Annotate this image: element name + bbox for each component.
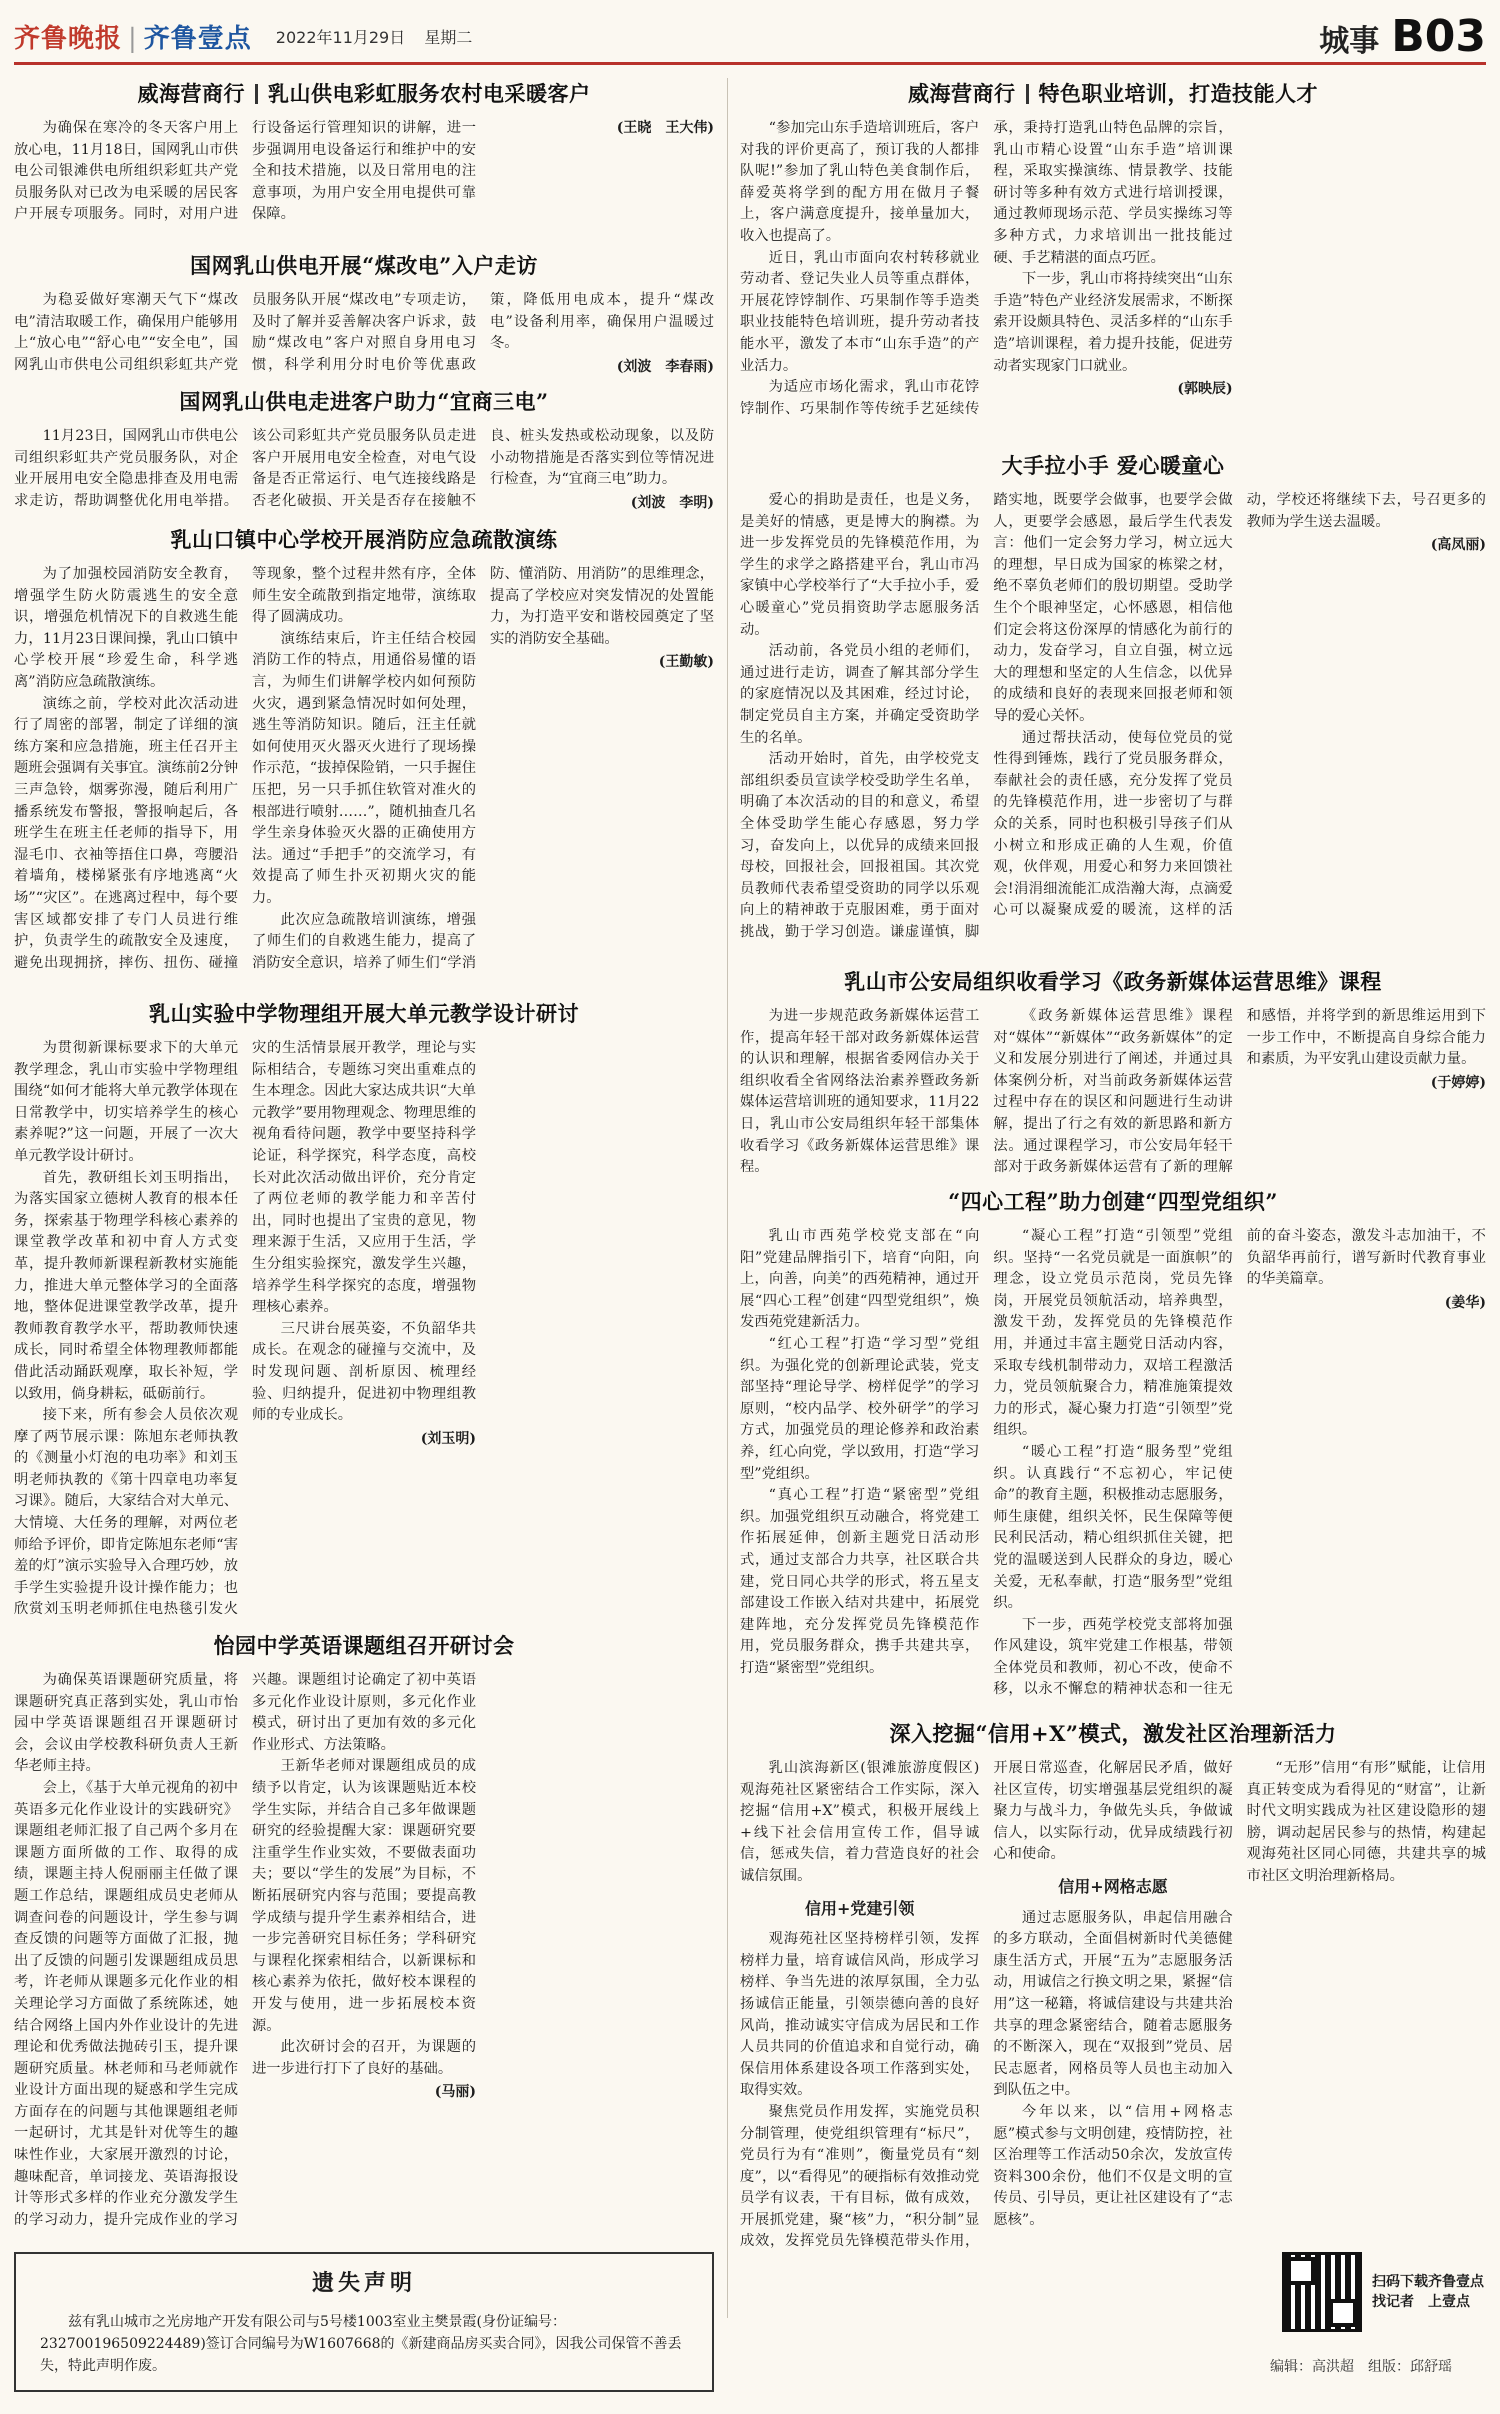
article-charity xyxy=(740,450,1486,960)
article-skill-training xyxy=(740,78,1486,436)
date: 2022年11月29日 xyxy=(275,27,406,47)
paragraph: 聚焦党员作用发挥，实施党员积分制管理，使党组织管理有“标尺”，党员行为有“准则”，衡量党员有“刻度”，以“看得见”的硬指标有效推动党员学有议表，干有目标，做有成效，开展抓党建，聚“核”力，“积分制”显成效，发挥党员先锋模范带头作用，开展日常巡查，化解居民矛盾，做好社区宣传，切实增强基层党组织的凝聚力与战斗力，争做先头兵，争做诚信人，以实际行动，优异成绩践行初心和使命。 xyxy=(740,1760,1233,2250)
qr-caption-line: 扫码下载齐鲁壹点 xyxy=(1372,2274,1484,2290)
paragraph: “凝心工程”打造“引领型”党组织。坚持“一名党员就是一面旗帜”的理念，设立党员示范岗，党员先锋岗，开展党员领航活动，培养典型，激发干劲，发挥党员的先锋模范作用，并通过丰富主题党日活动内容，采取专线机制带动力，双培工程激活力，党员领航聚合力，精准施策提效力的形式，凝心聚力打造“引领型”党组织。 xyxy=(993,1228,1233,1439)
article-body xyxy=(14,1670,714,2242)
paragraph: 乳山市西苑学校党支部在“向阳”党建品牌指引下，培育“向阳，向上，向善，向美”的西苑精神，通过开展“四心工程”创建“四型党组织”，焕发西苑党建新活力。 xyxy=(740,1228,980,1331)
article-credit-x xyxy=(740,1718,1486,2268)
byline: (王勤敏) xyxy=(658,654,714,671)
paragraph: 首先，教研组长刘玉明指出，为落实国家立德树人教育的根本任务，探索基于物理学科核心素养的课堂教学改革和初中育人方式变革，提升教师新课程新教材实施能力，推进大单元整体学习的全面落地，整体促进课堂教学改革，提升教师教育教学水平，帮助教师快速成长，同时希望全体物理教师都能借此活动踊跃观摩，取长补短，学以致用，倘身耕耘，砥砺前行。 xyxy=(14,1169,238,1402)
masthead: 齐鲁晚报 | 齐鲁壹点 xyxy=(14,23,252,54)
byline: (王晓 王大伟) xyxy=(616,120,714,136)
qr-code-icon[interactable] xyxy=(1282,2252,1362,2332)
byline: (姜华) xyxy=(1444,1294,1486,1311)
headline: 乳山实验中学物理组开展大单元教学设计研讨 xyxy=(149,1001,579,1026)
byline: (刘玉明) xyxy=(420,1430,476,1447)
paragraph: 王新华老师对课题组成员的成绩予以肯定，认为该课题贴近本校学生实际，并结合自己多年做课题研究的经验提醒大家：课题研究要注重学生作业实效，不要做表面功夫；要以“学生的发展”为目标，不断拓展研究内容与范围；要提高教学成绩与提升学生素养相结合，进一步完善研究目标任务；学科研究与课程化探索相结合，以新课标和核心素养为依托，做好校本课程的开发与使用，进一步拓展校本资源。 xyxy=(252,1758,476,2034)
headline: 深入挖掘“信用+X”模式，激发社区治理新活力 xyxy=(889,1721,1337,1746)
brand-sub: 齐鲁壹点 xyxy=(143,23,252,54)
paragraph: 今年以来，以“信用+网格志愿”模式参与文明创建，疫情防控，社区治理等工作活动50余次，发放宣传资料300余份，他们不仅是文明的宣传员、引导员，更让社区建设有了“志愿核”。 xyxy=(993,2103,1233,2228)
paragraph: 为确保在寒冷的冬天客户用上放心电，11月18日，国网乳山市供电公司银滩供电所组织彩虹共产党员服务队对已改为电采暖的居民客户开展专项服务。同时，对用户进行设备运行管理知识的讲解，进一步强调用电设备运行和维护中的安全和技术措施，以及日常用电的注意事项，为用户安全用电提供可靠保障。 xyxy=(14,120,476,223)
paragraph: 演练结束后，许主任结合校园消防工作的特点，用通俗易懂的语言，为师生们讲解学校内如何预防火灾，遇到紧急情况时如何处理，逃生等消防知识。随后，汪主任就如何使用灭火器灭火进行了现场操作示范，“拔掉保险销，一只手握住压把，另一只手抓住软管对准火的根部进行喷射……”，随机抽查几名学生亲身体验灭火器的正确使用方法。通过“手把手”的交流学习，有效提高了师生扑灭初期火灾的能力。 xyxy=(252,630,476,906)
byline: (刘波 李春雨) xyxy=(616,358,714,375)
qr-caption xyxy=(1372,2272,1484,2312)
paragraph: 为贯彻新课标要求下的大单元教学理念，乳山市实验中学物理组围绕“如何才能将大单元教学体现在日常教学中，切实培养学生的核心素养呢?”这一问题，开展了一次大单元教学设计研讨。 xyxy=(14,1040,238,1164)
article-body xyxy=(14,1038,714,1626)
paragraph: 为确保英语课题研究质量，将课题研究真正落到实处，乳山市怡园中学英语课题组召开课题研讨会，会议由学校教科研负责人王新华老师主持。 xyxy=(14,1672,238,1775)
headline: 怡园中学英语课题组召开研讨会 xyxy=(213,1633,515,1658)
headline xyxy=(14,78,714,108)
byline: (郭映辰) xyxy=(1177,381,1233,398)
byline: (高凤丽) xyxy=(1430,537,1486,554)
headline-tag: 威海营商行 xyxy=(137,81,245,106)
article-body xyxy=(740,118,1486,436)
headline: 乳山口镇中心学校开展消防应急疏散演练 xyxy=(170,527,558,552)
article-yishang-sandian xyxy=(14,386,714,518)
headline: 国网乳山供电开展“煤改电”入户走访 xyxy=(190,253,538,278)
paragraph: 接下来，所有参会人员依次观摩了两节展示课：陈旭东老师执教的《测量小灯泡的电功率》和刘玉明老师执教的《第十四章电功率复习课》。随后，大家结合对大单元、大情境、大任务的理解，对两位老师给予评价，即肯定陈旭东老师“害羞的灯”演示实验导入合理巧妙，放手学生实验提升设计操作能力；也欣赏刘玉明老师抓住电热毯引发火灾的生活情景展开教学，理论与实际相结合，专题练习突出重难点的生本理念。因此大家达成共识“大单元教学”要用物理观念、物理思维的视角看待问题，教学中要坚持科学论证，科学探究，科学态度，高校长对此次活动做出评价，充分肯定了两位老师的教学能力和辛苦付出，同时也提出了宝贵的意见，物理来源于生活，又应用于生活，学生分组实验探究，激发学生兴趣，培养学生科学探究的态度，增强物理核心素养。 xyxy=(14,1040,476,1618)
byline: (马丽) xyxy=(434,2084,476,2101)
loss-notice xyxy=(14,2252,714,2392)
article-body xyxy=(14,118,714,230)
article-body xyxy=(740,1758,1486,2268)
paragraph: 为稳妥做好寒潮天气下“煤改电”清洁取暖工作，确保用户能够用上“放心电”“舒心电”“安全电”，国网乳山市供电公司组织彩虹共产党员服务队开展“煤改电”专项走访，及时了解并妥善解决客户诉求，鼓励“煤改电”客户对照自身用电习惯，科学利用分时电价等优惠政策，降低用电成本，提升“煤改电”设备利用率，确保用户温暖过冬。 xyxy=(14,292,714,373)
headline: 乳山市公安局组织收看学习《政务新媒体运营思维》课程 xyxy=(844,969,1382,994)
byline: (刘波 李明) xyxy=(630,494,714,511)
section-name: 城事 xyxy=(1319,23,1380,59)
subheading: 信用+党建引领 xyxy=(804,1898,915,1918)
paragraph: “暖心工程”打造“服务型”党组织。认真践行“不忘初心，牢记使命”的教育主题，积极推动志愿服务，师生康健，组织关怀，民生保障等便民利民活动，精心组织抓住关键，把党的温暖送到人民群众的身边，暖心关爱，无私奉献，打造“服务型”党组织。 xyxy=(993,1443,1233,1612)
article-rushan-rainbow xyxy=(14,78,714,230)
paragraph: “真心工程”打造“紧密型”党组织。加强党组织互动融合，将党建工作拓展延伸，创新主题党日活动形式，通过支部合力共享，社区联合共建，党日同心共学的形式，将五星支部建设工作嵌入结对共建中，拓展党建阵地，充分发挥党员先锋模范作用，党员服务群众，携手共建共享，打造“紧密型”党组织。 xyxy=(740,1487,980,1676)
paragraph: 下一步，西苑学校党支部将加强作风建设，筑牢党建工作根基，带领全体党员和教师，初心不改，使命不移，以永不懈怠的精神状态和一往无前的奋斗姿态，激发斗志加油干，不负韶华再前行，谱写新时代教育事业的华美篇章。 xyxy=(993,1228,1486,1698)
paragraph: “参加完山东手造培训班后，客户对我的评价更高了，预订我的人都排队呢!”参加了乳山特色美食制作后，薛爱英将学到的配方用在做月子餐上，客户满意度提升，接单量加大，收入也提高了。 xyxy=(740,120,980,244)
paragraph: “无形”信用“有形”赋能，让信用真正转变成为看得见的“财富”，让新时代文明实践成为社区建设隐形的翅膀，调动起居民参与的热情，构建起观海苑社区同心同德，共建共享的城市社区文明治理新格局。 xyxy=(1246,1760,1486,1884)
headline-tag: 威海营商行 xyxy=(908,81,1016,106)
article-body xyxy=(740,490,1486,960)
notice-text: 兹有乳山城市之光房地产开发有限公司与5号楼1003室业主樊景霞(身份证编号：232700196509224489)签订合同编号为W1607668的《新建商品房买卖合同》，因我公司保管不善丢失，特此声明作废。 xyxy=(40,2314,682,2374)
paragraph: 此次研讨会的召开，为课题的进一步进行打下了良好的基础。 xyxy=(252,2039,476,2077)
column-divider xyxy=(727,78,728,2318)
paragraph: 为适应市场化需求，乳山市花饽饽制作、巧果制作等传统手艺延续传承，秉持打造乳山特色品牌的宗旨，乳山市精心设置“山东手造”培训课程，采取实操演练、情景教学、技能研讨等多种有效方式进行培训授课，通过教师现场示范、学员实操练习等多种方式，力求培训出一批技能过硬、手艺精湛的面点巧匠。 xyxy=(740,120,1233,417)
paragraph: 下一步，乳山市将持续突出“山东手造”特色产业经济发展需求，不断探索开设颇具特色、灵活多样的“山东手造”培训课程，着力提升技能，促进劳动者实现家门口就业。 xyxy=(993,271,1233,374)
article-body xyxy=(14,564,714,994)
article-body xyxy=(14,290,714,382)
byline: (于婷婷) xyxy=(1430,1074,1486,1091)
section-label xyxy=(1319,11,1486,62)
article-body xyxy=(14,426,714,518)
qr-caption-line: 找记者 上壹点 xyxy=(1372,2294,1470,2310)
headline-text: 乳山供电彩虹服务农村电采暖客户 xyxy=(268,81,591,106)
article-coal-to-electric xyxy=(14,250,714,382)
page-code: B03 xyxy=(1391,10,1486,62)
headline xyxy=(740,78,1486,108)
headline-text: 特色职业培训，打造技能人才 xyxy=(1038,81,1318,106)
article-physics-unit-design xyxy=(14,998,714,1626)
weekday: 星期二 xyxy=(424,27,473,47)
article-police-new-media xyxy=(740,966,1486,1184)
article-body xyxy=(740,1226,1486,1716)
paragraph: 《政务新媒体运营思维》课程对“媒体”“新媒体”“政务新媒体”的定义和发展分别进行了阐述，并通过具体案例分析，对当前政务新媒体运营过程中存在的误区和问题进行生动讲解，提出了行之有效的新思路和新方法。通过课程学习，市公安局年轻干部对于政务新媒体运营有了新的理解和感悟，并将学到的新思维运用到下一步工作中，不断提高自身综合能力和素质，为平安乳山建设贡献力量。 xyxy=(993,1008,1486,1176)
article-body xyxy=(740,1006,1486,1184)
paragraph: 会上，《基于大单元视角的初中英语多元化作业设计的实践研究》课题组老师汇报了自己两个多月在课题方面所做的工作、取得的成绩，课题主持人倪丽丽主任做了课题工作总结，课题组成员史老师从调查问卷的问题设计，学生参与调查反馈的问题等方面做了汇报，抛出了反馈的问题引发课题组成员思考，许老师从课题多元化作业的相关理论学习方面做了系统陈述，她结合网络上国内外作业设计的先进理论和优秀做法抛砖引玉，提升课题研究质量。林老师和马老师就作业设计方面出现的疑惑和学生完成方面存在的问题与其他课题组老师一起研讨，尤其是针对优等生的趣味性作业，大家展开激烈的讨论，趣味配音，单词接龙、英语海报设计等形式多样的作业充分激发学生的学习动力，提升完成作业的学习兴趣。课题组讨论确定了初中英语多元化作业设计原则，多元化作业模式，研讨出了更加有效的多元化作业形式、方法策略。 xyxy=(14,1672,476,2228)
paragraph: 乳山滨海新区(银滩旅游度假区)观海苑社区紧密结合工作实际，深入挖掘“信用+X”模式，积极开展线上+线下社会信用宣传工作，倡导诚信，惩戒失信，着力营造良好的社会诚信氛围。 xyxy=(740,1760,980,1884)
editor-credits: 编辑：高洪超 组版：邱舒瑶 xyxy=(1270,2359,1452,2375)
page-header xyxy=(14,10,1486,65)
headline: 大手拉小手 爱心暖童心 xyxy=(1001,453,1225,478)
paragraph: 通过志愿服务队，串起信用融合的多方联动，全面倡树新时代美德健康生活方式，开展“五为”志愿服务活动，用诚信之行换文明之果，紧握“信用”这一秘籍，将诚信建设与共建共治共享的理念紧密结合，随着志愿服务的不断深入，现在“双报到”党员、居民志愿者，网格员等人员也主动加入到队伍之中。 xyxy=(993,1909,1233,2099)
paragraph: 观海苑社区坚持榜样引领，发挥榜样力量，培育诚信风尚，形成学习榜样、争当先进的浓厚氛围，全力弘扬诚信正能量，引领崇德向善的良好风尚，推动诚实守信成为居民和工作人员共同的价值追求和自觉行动，确保信用体系建设各项工作落到实处，取得实效。 xyxy=(740,1931,980,2099)
article-four-heart-project xyxy=(740,1186,1486,1716)
paragraph: 为进一步规范政务新媒体运营工作，提高年轻干部对政务新媒体运营的认识和理解，根据省委网信办关于组织收看全省网络法治素养暨政务新媒体运营培训班的通知要求，11月22日，乳山市公安局组织年轻干部集体收看学习《政务新媒体运营思维》课程。 xyxy=(740,1008,980,1176)
headline: 国网乳山供电走进客户助力“宜商三电” xyxy=(179,389,549,414)
paragraph: 爱心的捐助是责任，也是义务，是美好的情感，更是博大的胸襟。为进一步发挥党员的先锋模范作用，为学生的求学之路搭建平台，乳山市冯家镇中心学校举行了“大手拉小手，爱心暖童心”党员捐资助学志愿服务活动。 xyxy=(740,492,980,638)
issue-date xyxy=(276,25,487,48)
notice-title: 遗失声明 xyxy=(311,2271,416,2296)
article-english-research xyxy=(14,1630,714,2242)
paragraph: 活动开始时，首先，由学校党支部组织委员宣读学校受助学生名单，明确了本次活动的目的和意义，希望全体受助学生能心存感恩，努力学习，奋发向上，以优异的成绩来回报母校，回报社会，回报祖国。其次党员教师代表希望受资助的同学以乐观向上的精神敢于克服困难，勇于面对挑战，勤于学习创造。谦虚谨慎，脚踏实地，既要学会做事，也要学会做人，更要学会感恩，最后学生代表发言：他们一定会努力学习，树立远大的理想，早日成为国家的栋梁之材，绝不辜负老师们的殷切期望。受助学生个个眼神坚定，心怀感恩，相信他们定会将这份深厚的情感化为前行的动力，发奋学习，自立自强，树立远大的理想和坚定的人生信念，以优异的成绩和良好的表现来回报老师和领导的爱心关怀。 xyxy=(740,492,1233,940)
subheading: 信用+网格志愿 xyxy=(1058,1876,1168,1896)
paragraph: 为了加强校园消防安全教育，增强学生防火防震逃生的安全意识，增强危机情况下的自救逃生能力，11月23日课间操，乳山口镇中心学校开展“珍爱生命，科学逃离”消防应急疏散演练。 xyxy=(14,566,238,690)
paragraph: “红心工程”打造“学习型”党组织。为强化党的创新理论武装，党支部坚持“理论导学、榜样促学”的学习原则，“校内品学、校外研学”的学习方式，加强党员的理论修养和政治素养，红心向党，学以致用，打造“学习型”党组织。 xyxy=(740,1335,980,1482)
paragraph: 活动前，各党员小组的老师们，通过进行走访，调查了解其部分学生的家庭情况以及其困难，经过讨论，制定党员自主方案，并确定受资助学生的名单。 xyxy=(740,643,980,746)
paragraph: 三尺讲台展英姿，不负韶华共成长。在观念的碰撞与交流中，及时发现问题、剖析原因、梳理经验、归纳提升，促进初中物理组教师的专业成长。 xyxy=(252,1320,476,1424)
qr-block xyxy=(1282,2252,1484,2332)
paragraph: 此次应急疏散培训演练，增强了师生们的自救逃生能力，提高了消防安全意识，培养了师生们“学消防、懂消防、用消防”的思维理念，提高了学校应对突发情况的处置能力，为打造平安和谐校园奠定了坚实的消防安全基础。 xyxy=(252,566,714,971)
paragraph: 通过帮扶活动，使每位党员的觉性得到锤炼，践行了党员服务群众，奉献社会的责任感，充分发挥了党员的先锋模范作用，进一步密切了与群众的关系，同时也积极引导孩子们从小树立和形成正确的人生观，价值观，伙伴观，用爱心和努力来回馈社会!涓涓细流能汇成浩瀚大海，点滴爱心可以凝聚成爱的暖流，这样的活动，学校还将继续下去，号召更多的教师为学生送去温暖。 xyxy=(993,492,1486,919)
paragraph: 演练之前，学校对此次活动进行了周密的部署，制定了详细的演练方案和应急措施，班主任召开主题班会强调有关事宜。演练前2分钟三声急铃，烟雾弥漫，随后利用广播系统发布警报，警报响起后，各班学生在班主任老师的指导下，用湿毛巾、衣袖等捂住口鼻，弯腰沿着墙角，楼梯紧张有序地逃离“火场”“灾区”。在逃离过程中，每个要害区域都安排了专门人员进行维护，负责学生的疏散安全及速度，避免出现拥挤，摔伤、扭伤、碰撞等现象，整个过程井然有序，全体师生安全疏散到指定地带，演练取得了圆满成功。 xyxy=(14,566,476,971)
brand-main: 齐鲁晚报 xyxy=(14,23,123,54)
paragraph: 11月23日，国网乳山市供电公司组织彩虹共产党员服务队，对企业开展用电安全隐患排查及用电需求走访，帮助调整优化用电举措。该公司彩虹共产党员服务队员走进客户开展用电安全检查，对电气设备是否正常运行、电气连接线路是否老化破损、开关是否存在接触不良、桩头发热或松动现象，以及防小动物措施是否落实到位等情况进行检查，为“宜商三电”助力。 xyxy=(14,428,714,509)
headline: “四心工程”助力创建“四型党组织” xyxy=(948,1189,1278,1214)
paragraph: 近日，乳山市面向农村转移就业劳动者、登记失业人员等重点群体，开展花饽饽制作、巧果制作等手造类职业技能特色培训班，提升劳动者技能水平，激发了本市“山东手造”的产业活力。 xyxy=(740,249,980,374)
article-fire-drill xyxy=(14,524,714,994)
